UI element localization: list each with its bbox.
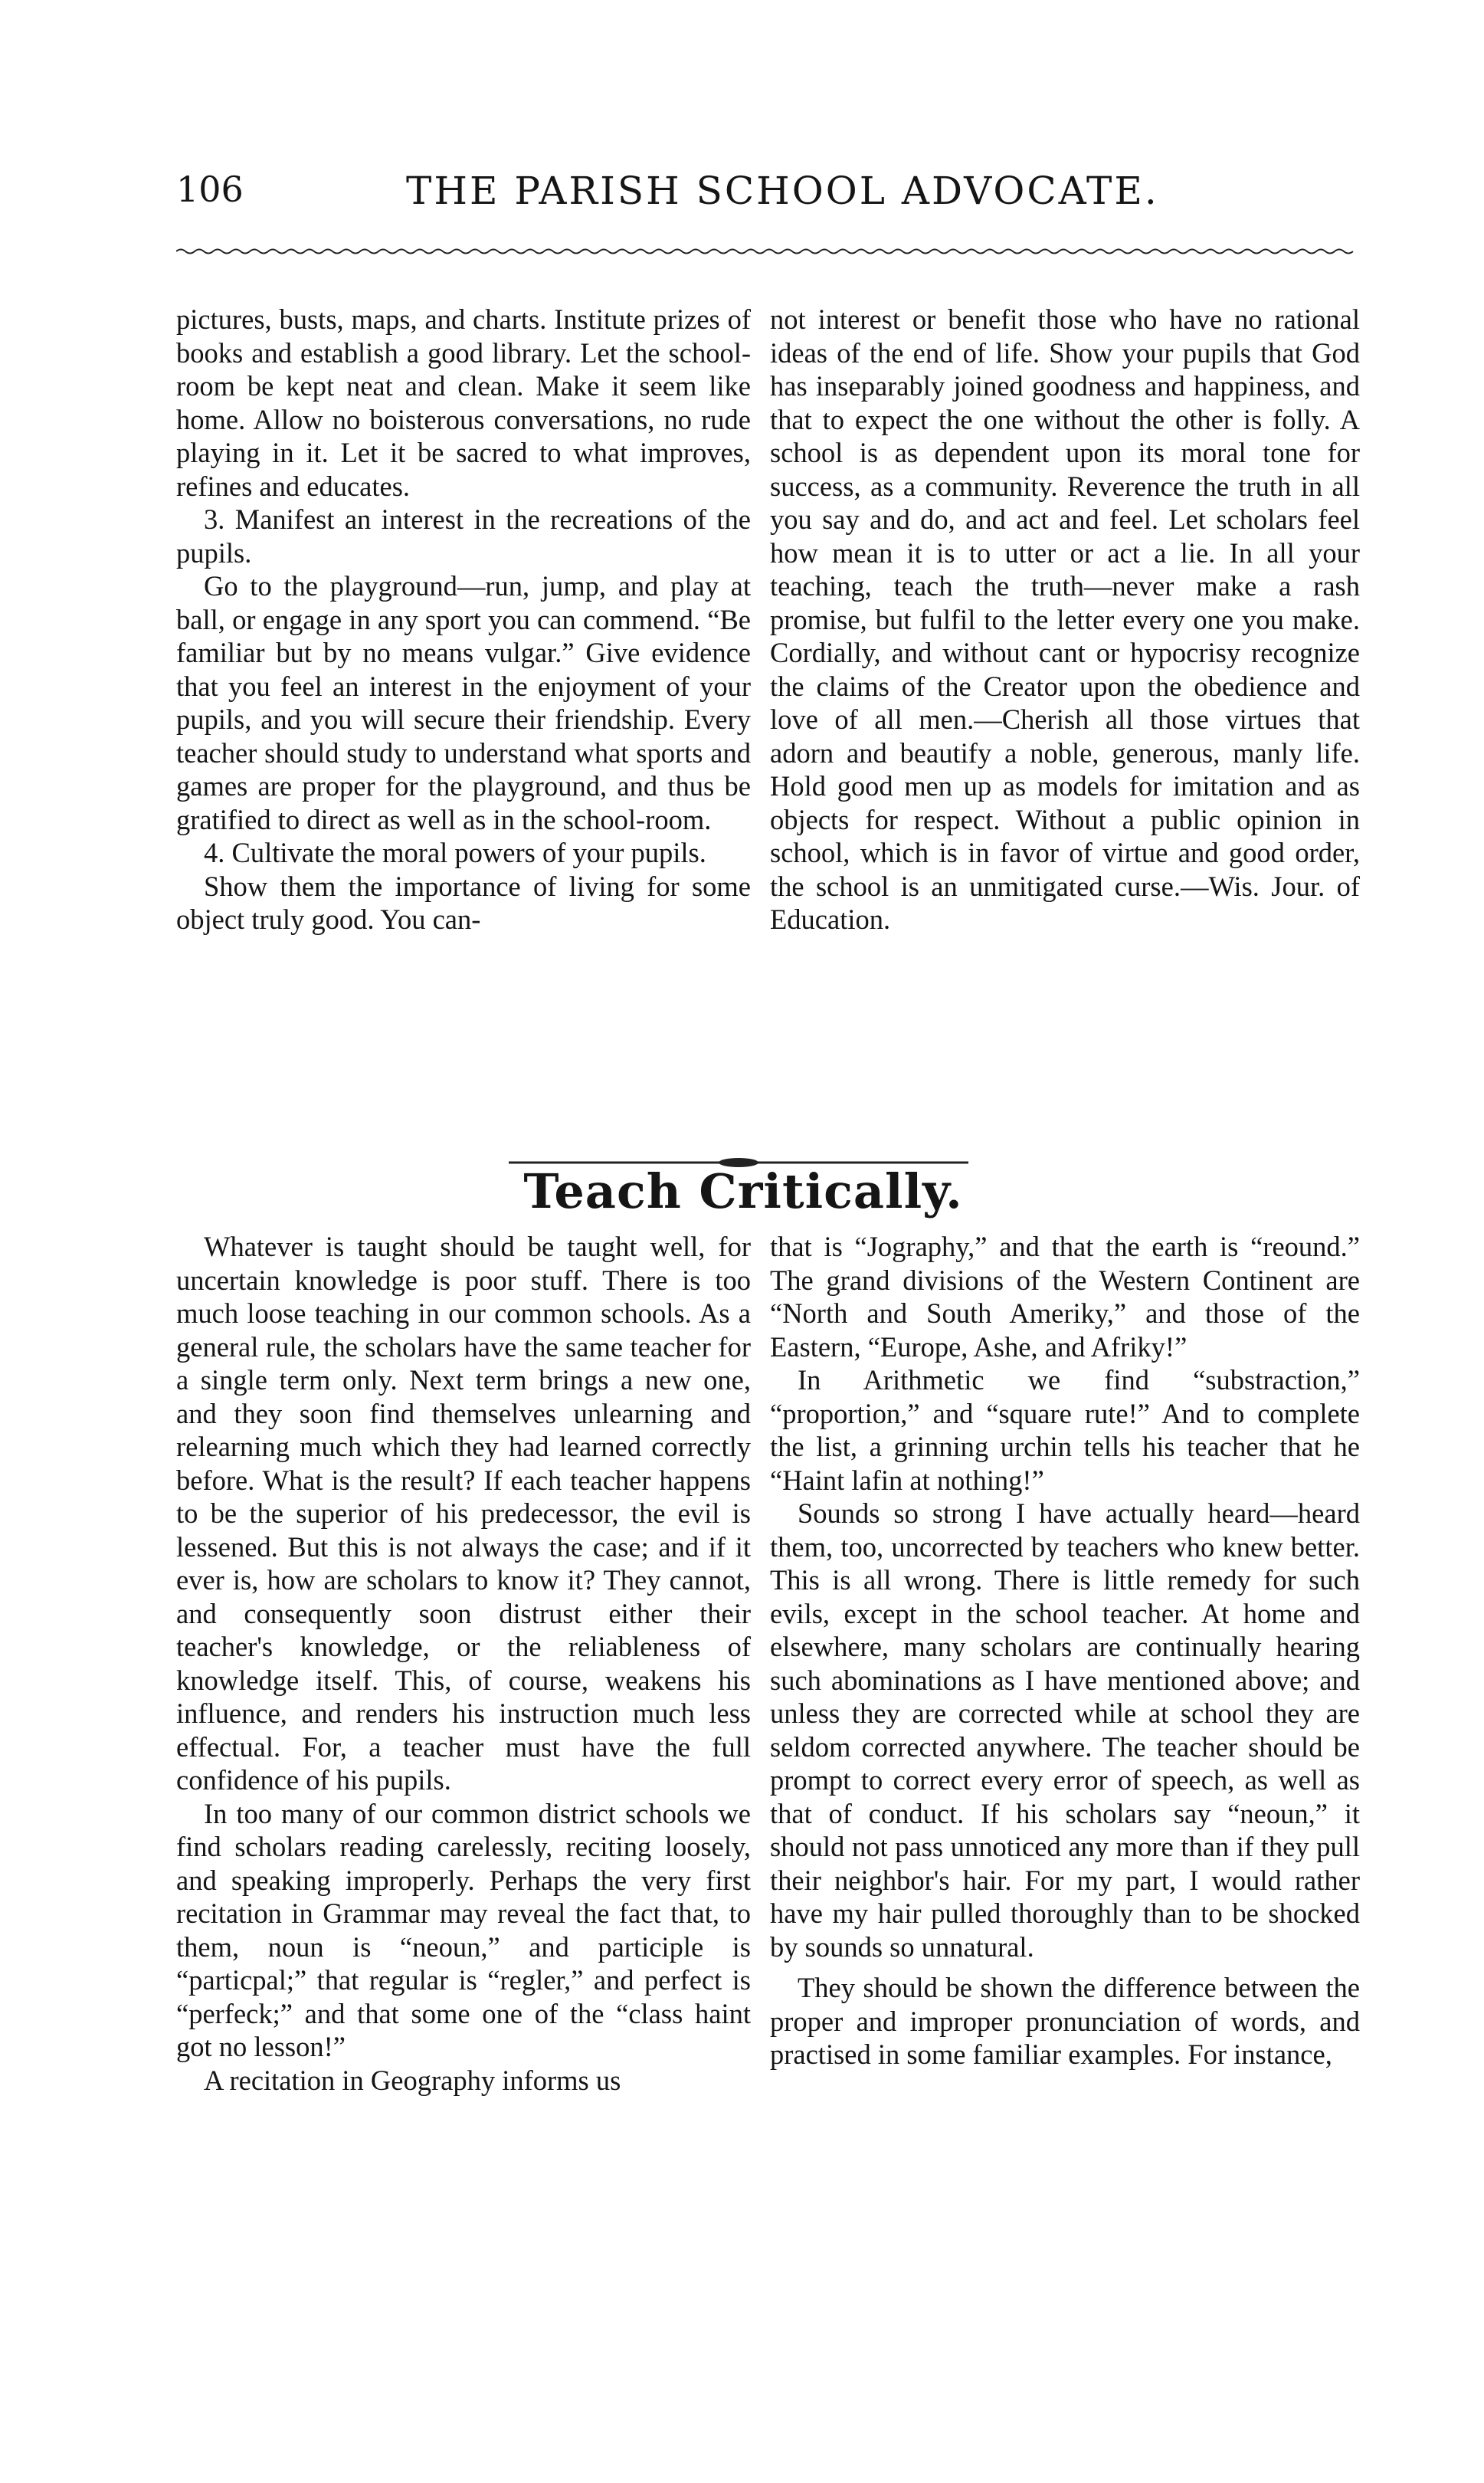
paragraph: 3. Manifest an interest in the recreations of the pupils.	[176, 503, 751, 569]
top-column-left	[176, 303, 751, 936]
top-column-right	[770, 303, 1360, 936]
page-number: 106	[176, 169, 244, 210]
bottom-column-left	[176, 1230, 751, 2097]
section-title: Teach Critically.	[523, 1163, 963, 1219]
running-head: THE PARISH SCHOOL ADVOCATE.	[406, 169, 1159, 213]
paragraph: They should be shown the difference between the proper and improper pronunciation of words, and practised in some familiar examples. For instance,	[770, 1972, 1360, 2070]
paragraph: In Arithmetic we find “substraction,” “proportion,” and “square rute!” And to complete the list, a grinning urchin tells his teacher that he “Haint lafin at nothing!”	[770, 1364, 1360, 1496]
paragraph: A recitation in Geography informs us	[204, 2064, 621, 2096]
header-rule	[176, 247, 1356, 256]
paragraph: Sounds so strong I have actually heard—heard them, too, uncorrected by teachers who knew better. This is all wrong. There is little remedy for such evils, except in the school teacher. At home and elsewhere, many scholars are continually hearing such abominations as I have mentioned above; and unless they are corrected while at school they are seldom corrected anywhere. The teacher should be prompt to correct every error of speech, as well as that of conduct. If his scholars say “neoun,” it should not pass unnoticed any more than if they pull their neighbor's hair. For my part, I would rather have my hair pulled thoroughly than to be shocked by sounds so unnatural.	[770, 1497, 1360, 1963]
paragraph: Go to the playground—run, jump, and play at ball, or engage in any sport you can commend. “Be familiar but by no means vulgar.” Give evidence that you feel an interest in the enjoyment of your pupils, and you will secure their friendship. Every teacher should study to understand what sports and games are proper for the playground, and thus be gratified to direct as well as in the school-room.	[176, 570, 751, 835]
paragraph: In too many of our common district schools we find scholars reading carelessly, reciting loosely, and speaking improperly. Perhaps the very first recitation in Grammar may reveal the fact that, to them, noun is “neoun,” and participle is “particpal;” that regular is “regler,” and perfect is “perfeck;” and that some one of the “class haint got no lesson!”	[176, 1797, 751, 2062]
bottom-column-right	[770, 1230, 1360, 2071]
paragraph: not interest or benefit those who have no rational ideas of the end of life. Show your pupils that God has inseparably joined goodness and happiness, and that to expect the one without the other is folly. A school is as dependent upon its moral tone for success, as a community. Reverence the truth in all you say and do, and act and feel. Let scholars feel how mean it is to utter or act a lie. In all your teaching, teach the truth—never make a rash promise, but fulfil to the letter every one you make. Cordially, and without cant or hypocrisy recognize the claims of the Creator upon the obedience and love of all men.—Cherish all those virtues that adorn and beautify a noble, generous, manly life. Hold good men up as models for imitation and as objects for respect. Without a public opinion in school, which is in favor of virtue and good order, the school is an unmitigated curse.—Wis. Jour. of Education.	[770, 303, 1360, 935]
paragraph: pictures, busts, maps, and charts. Institute prizes of books and establish a good library. Let the school-room be kept neat and clean. Make it seem like home. Allow no boisterous conversations, no rude playing in it. Let it be sacred to what improves, refines and educates.	[176, 303, 751, 502]
paragraph: that is “Jography,” and that the earth is “reound.” The grand divisions of the Western Continent are “North and South Ameriky,” and those of the Eastern, “Europe, Ashe, and Afriky!”	[770, 1231, 1360, 1363]
paragraph: 4. Cultivate the moral powers of your pupils.	[204, 837, 706, 868]
paragraph: Whatever is taught should be taught well, for uncertain knowledge is poor stuff. There is too much loose teaching in our common schools. As a general rule, the scholars have the same teacher for a single term only. Next term brings a new one, and they soon find themselves unlearning and relearning much which they had learned correctly before. What is the result? If each teacher happens to be the superior of his predecessor, the evil is lessened. But this is not always the case; and if it ever is, how are scholars to know it? They cannot, and consequently soon distrust either their teacher's knowledge, or the reliableness of knowledge itself. This, of course, weakens his influence, and renders his instruction much less effectual. For, a teacher must have the full confidence of his pupils.	[176, 1231, 751, 1796]
paragraph: Show them the importance of living for some object truly good. You can-	[176, 870, 751, 935]
